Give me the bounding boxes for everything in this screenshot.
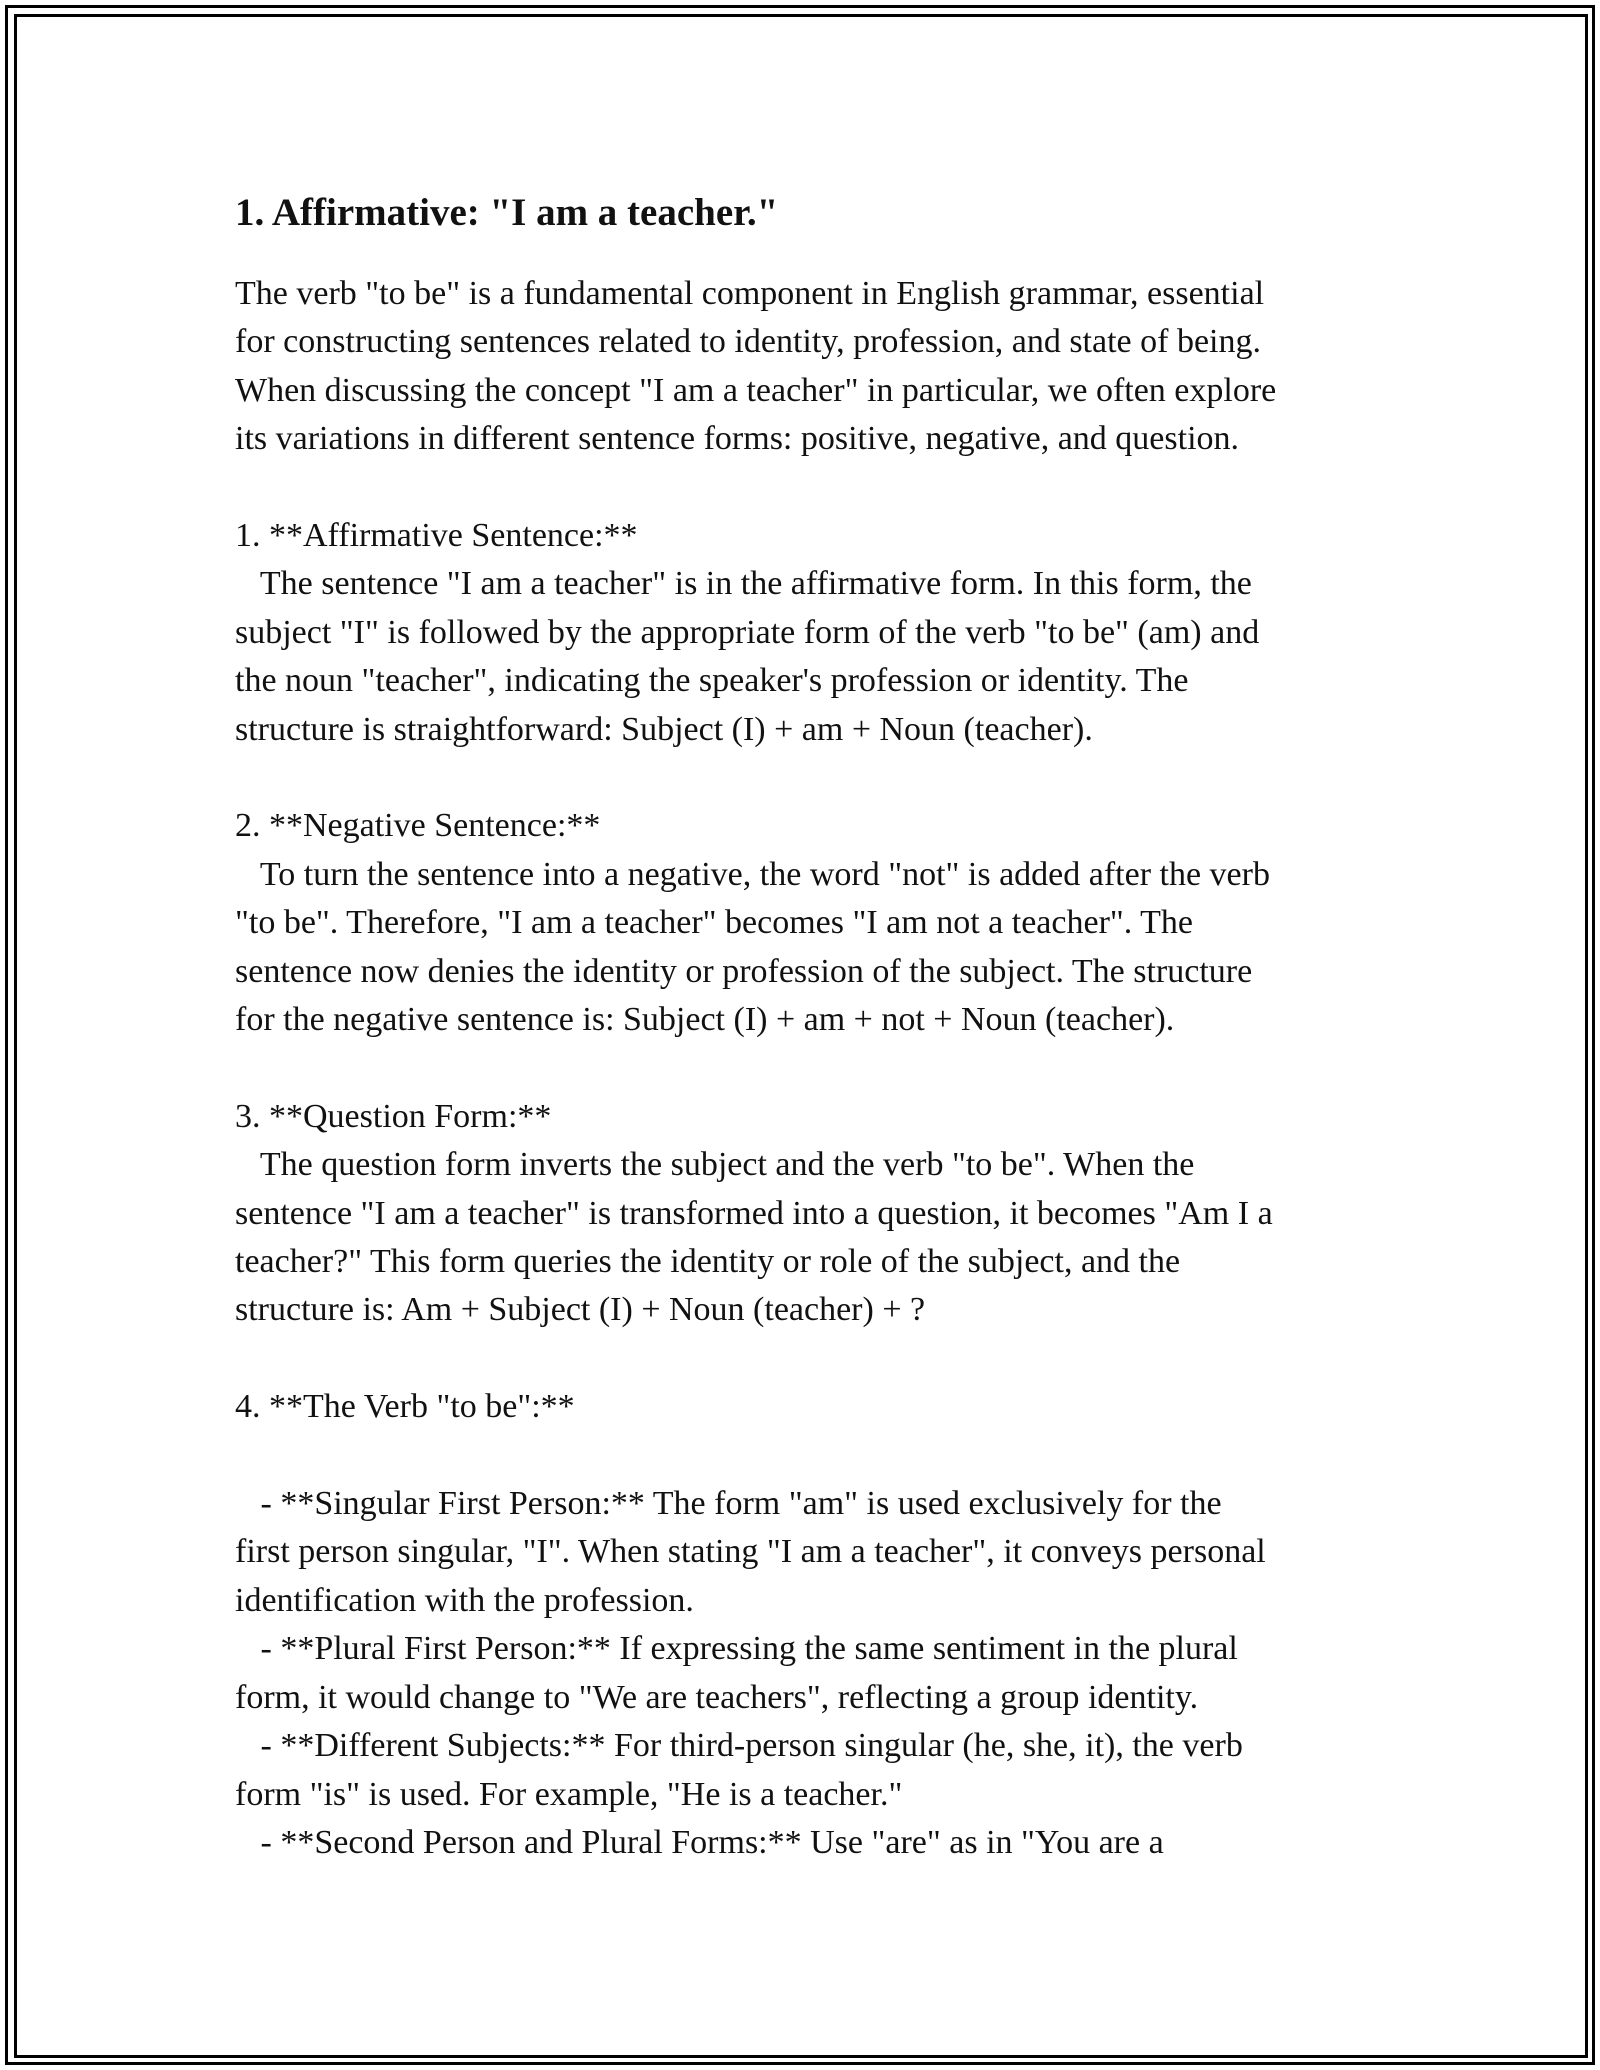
section-heading-negative: 2. **Negative Sentence:** bbox=[235, 807, 601, 845]
text-line: form, it would change to "We are teachers", reflecting a group identity. bbox=[235, 1678, 1199, 1716]
list-item-line: - **Plural First Person:** If expressing the same sentiment in the plural bbox=[235, 1630, 1238, 1668]
text-line: form "is" is used. For example, "He is a teacher." bbox=[235, 1775, 903, 1813]
document-body bbox=[235, 180, 1385, 1867]
text-line: identification with the profession. bbox=[235, 1581, 694, 1619]
section-heading-affirmative: 1. **Affirmative Sentence:** bbox=[235, 517, 638, 555]
text-line: "to be". Therefore, "I am a teacher" becomes "I am not a teacher". The bbox=[235, 904, 1194, 942]
text-line: first person singular, "I". When stating "I am a teacher", it conveys personal bbox=[235, 1533, 1266, 1571]
list-item-line: - **Singular First Person:** The form "am" is used exclusively for the bbox=[235, 1485, 1222, 1523]
document-title: 1. Affirmative: "I am a teacher." bbox=[235, 191, 779, 234]
text-line: for constructing sentences related to identity, profession, and state of being. bbox=[235, 323, 1261, 361]
blank-line bbox=[235, 1044, 1385, 1092]
text-line: The question form inverts the subject and the verb "to be". When the bbox=[235, 1146, 1195, 1184]
text-line: its variations in different sentence forms: positive, negative, and question. bbox=[235, 420, 1240, 458]
blank-line bbox=[235, 754, 1385, 802]
text-line: teacher?" This form queries the identity or role of the subject, and the bbox=[235, 1243, 1181, 1281]
text-line: The verb "to be" is a fundamental component in English grammar, essential bbox=[235, 275, 1265, 312]
text-line: The sentence "I am a teacher" is in the affirmative form. In this form, the bbox=[235, 565, 1252, 603]
list-item-line: - **Second Person and Plural Forms:** Use "are" as in "You are a bbox=[235, 1823, 1164, 1861]
text-line: When discussing the concept "I am a teacher" in particular, we often explore bbox=[235, 371, 1277, 409]
text-line: the noun "teacher", indicating the speaker's profession or identity. The bbox=[235, 662, 1189, 700]
list-item-line: - **Different Subjects:** For third-person singular (he, she, it), the verb bbox=[235, 1727, 1243, 1765]
document-text bbox=[235, 270, 1385, 1867]
section-heading-question: 3. **Question Form:** bbox=[235, 1097, 552, 1135]
text-line: subject "I" is followed by the appropriate form of the verb "to be" (am) and bbox=[235, 613, 1260, 651]
text-line: structure is: Am + Subject (I) + Noun (teacher) + ? bbox=[235, 1291, 926, 1329]
text-line: sentence "I am a teacher" is transformed into a question, it becomes "Am I a bbox=[235, 1194, 1273, 1232]
section-heading-verb-to-be: 4. **The Verb "to be":** bbox=[235, 1388, 575, 1426]
blank-line bbox=[235, 1335, 1385, 1383]
blank-line bbox=[235, 1432, 1385, 1480]
text-line: To turn the sentence into a negative, the word "not" is added after the verb bbox=[235, 855, 1270, 893]
text-line: sentence now denies the identity or profession of the subject. The structure bbox=[235, 952, 1253, 990]
text-line: structure is straightforward: Subject (I) + am + Noun (teacher). bbox=[235, 710, 1093, 748]
text-line: for the negative sentence is: Subject (I) + am + not + Noun (teacher). bbox=[235, 1001, 1175, 1039]
blank-line bbox=[235, 464, 1385, 512]
